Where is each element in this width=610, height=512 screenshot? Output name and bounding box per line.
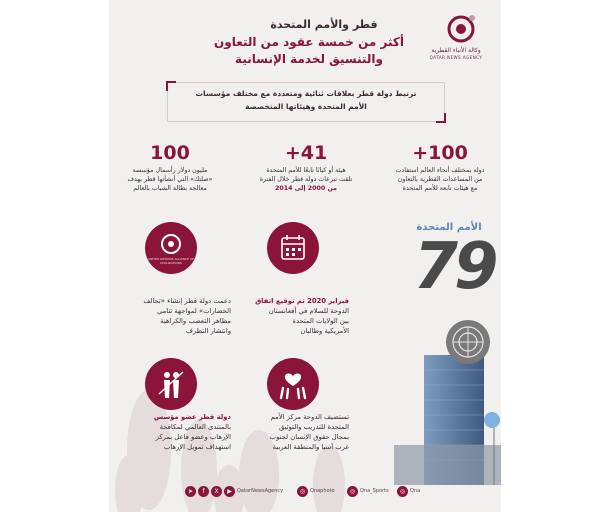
stat-silatech-value: 100 [150, 142, 190, 164]
item-line: دولة قطر عضو مؤسس [153, 413, 231, 421]
un-emblem-icon [444, 318, 492, 366]
stat-line: مليون دولار رأسمال مؤسسة [132, 167, 208, 174]
logo-english-text: QATAR NEWS AGENCY [429, 55, 483, 60]
item-line: المتحدة للتدريب والتوثيق [279, 423, 349, 431]
stat-silatech-text [115, 166, 225, 193]
headline-line-1: أكثر من خمسة عقود من التعاون [214, 35, 404, 49]
main-headline [204, 34, 414, 68]
sports-handle[interactable]: Qna_Sports [360, 488, 389, 494]
un-anniversary-number: 79 [413, 230, 495, 304]
stat-line: مع هيئات تابعة للأمم المتحدة [402, 185, 478, 192]
item-human-rights-center [229, 412, 349, 452]
item-counter-terrorism-forum [111, 412, 231, 452]
item-line: فبراير 2020 تم توقيع اتفاق [255, 297, 349, 305]
intro-text [168, 87, 444, 113]
item-line: استهداف تمويل الإرهاب [163, 443, 231, 451]
item-line: الدوحة للسلام في أفغانستان [268, 307, 349, 315]
instagram-qna-icon[interactable]: ◎ [397, 486, 408, 497]
logo-arabic-text: وكالة الأنباء القطرية [431, 47, 481, 54]
stat-countries-value: +100 [412, 142, 468, 164]
item-line: الإرهاب وعضو فاعل بمركز [155, 433, 231, 441]
stat-line: من المساعدات القطرية بالتعاون [397, 176, 483, 183]
qna-handle[interactable]: QatarNewsAgency [237, 488, 284, 494]
photo-handle[interactable]: Qnaphoto [310, 488, 335, 494]
infographic-poster [109, 0, 501, 512]
corner-decoration [436, 113, 446, 123]
intro-line-1: ترتبط دولة قطر بعلاقات ثنائية ومتعددة مع مختلف مؤسسات [195, 89, 417, 98]
item-line: الحضارات» لمواجهة تنامي [156, 307, 231, 315]
telegram-icon[interactable]: ➤ [185, 486, 196, 497]
social-footer [109, 482, 501, 502]
calendar-circle [267, 222, 319, 274]
youtube-icon[interactable]: ▶ [224, 486, 235, 497]
item-line: دعمت دولة قطر إنشاء «تحالف [143, 297, 231, 305]
stat-line: تلقت تبرعات دولة قطر خلال الفترة [259, 176, 353, 183]
item-line: وانتشار التطرف [185, 327, 231, 335]
alliance-circle [145, 222, 197, 274]
alliance-of-civilizations-logo-icon [145, 222, 197, 274]
counter-terrorism-icon [145, 358, 197, 410]
intro-box [167, 82, 445, 122]
stat-countries-text [385, 166, 495, 193]
hands-circle [267, 358, 319, 410]
item-line: بالمنتدى العالمي لمكافحة [159, 423, 231, 431]
item-line: بين الولايات المتحدة [292, 317, 349, 325]
instagram-sports-icon[interactable]: ◎ [347, 486, 358, 497]
item-line: غرب آسيا والمنطقة العربية [272, 443, 349, 451]
stat-line: «صلتك» التي أنشأتها قطر بهدف [127, 176, 213, 183]
stat-entities-value: +41 [284, 142, 328, 164]
title-qatar-un: قطر والأمم المتحدة [270, 18, 378, 31]
item-line: مظاهر التعصب والكراهية [160, 317, 231, 325]
x-icon[interactable]: X [211, 486, 222, 497]
facebook-icon[interactable]: f [198, 486, 209, 497]
item-line: تستضيف الدوحة مركز الأمم [270, 413, 349, 421]
item-line: بمجال حقوق الإنسان لجنوب [269, 433, 349, 441]
item-alliance-civilizations [111, 296, 231, 336]
qna-short-handle[interactable]: Qna [410, 488, 421, 494]
stat-line: من 2000 إلى 2014 [274, 185, 338, 192]
stat-line: معالجة بطالة الشباب بالعالم [133, 185, 207, 192]
qna-logo-icon [441, 12, 481, 46]
calendar-icon [267, 222, 319, 274]
stat-line: هيئة أو كيانًا تابعًا للأمم المتحدة [266, 167, 346, 174]
instagram-icon[interactable]: ◎ [297, 486, 308, 497]
intro-line-2: الأمم المتحدة وهيئاتها المتخصصة [245, 102, 367, 111]
counter-terrorism-circle [145, 358, 197, 410]
stat-entities-text [251, 166, 361, 193]
alliance-logo-text: UNITED NATIONS ALLIANCE OF CIVILIZATIONS [147, 257, 195, 265]
headline-line-2: والتنسيق لخدمة الإنسانية [235, 52, 383, 66]
un-badge-label: الأمم المتحدة [416, 222, 482, 233]
raised-hands-heart-icon [267, 358, 319, 410]
item-doha-agreement [229, 296, 349, 336]
item-line: الأمريكية وطالبان [300, 327, 349, 335]
stat-line: دولة بمختلف أنحاء العالم استفادت [395, 167, 485, 174]
